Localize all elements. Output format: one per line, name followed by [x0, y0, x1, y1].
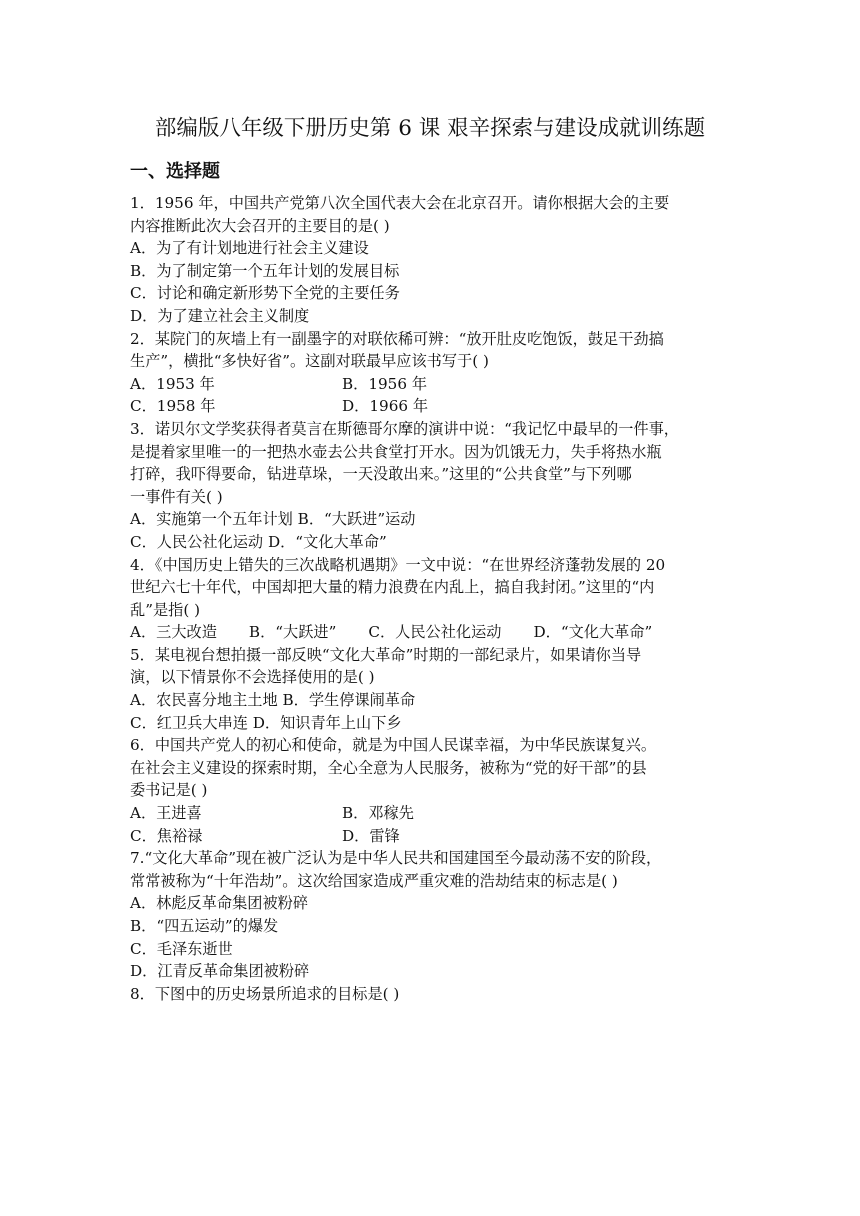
- question-4-line-1: 4．《中国历史上错失的三次战略机遇期》一文中说：“在世界经济蓬勃发展的 20: [130, 555, 666, 574]
- question-7-line-1: 7.“文化大革命”现在被广泛认为是中华人民共和国建国至今最动荡不安的阶段，: [130, 849, 662, 868]
- question-1-line-2: 内容推断此次大会召开的主要目的是( ): [130, 216, 390, 235]
- question-5-line-1: 5．某电视台想拍摄一部反映“文化大革命”时期的一部纪录片，如果请你当导: [130, 645, 642, 664]
- question-2-line-1: 2．某院门的灰墙上有一副墨字的对联依稀可辨：“放开肚皮吃饱饭，鼓足干劲搞: [130, 329, 664, 348]
- question-6-options-row-2: [130, 825, 730, 848]
- question-3-options-cd: C．人民公社化运动 D．“文化大革命”: [130, 532, 387, 551]
- question-7-option-d: D．江青反革命集团被粉碎: [130, 962, 310, 981]
- question-list: [130, 192, 730, 1005]
- question-1-option-d: D．为了建立社会主义制度: [130, 306, 310, 325]
- question-6-options-row-1: [130, 802, 730, 825]
- question-6-line-1: 6．中国共产党人的初心和使命，就是为中国人民谋幸福，为中华民族谋复兴。: [130, 736, 657, 755]
- question-4-option-a: A．三大改造: [130, 623, 217, 642]
- question-2-options-row-2: [130, 395, 730, 418]
- question-6-option-d: D．雷锋: [342, 826, 400, 845]
- question-2-option-d: D．1966 年: [342, 397, 429, 416]
- question-2-option-c: C．1958 年: [130, 397, 216, 416]
- question-6-option-b: B．邓稼先: [342, 804, 414, 823]
- question-1-line-1: 1．1956 年，中国共产党第八次全国代表大会在北京召开。请你根据大会的主要: [130, 194, 670, 212]
- question-3-options-ab: A．实施第一个五年计划 B．“大跃进”运动: [130, 510, 416, 529]
- question-3-line-4: 一事件有关( ): [130, 487, 223, 506]
- question-6-option-a: A．王进喜: [130, 804, 202, 823]
- question-4-option-d: D．“文化大革命”: [533, 623, 653, 642]
- question-6-option-c: C．焦裕禄: [130, 826, 203, 845]
- question-2-option-a: A．1953 年: [130, 374, 215, 393]
- question-8-line-1: 8．下图中的历史场景所追求的目标是( ): [130, 984, 400, 1003]
- question-7-option-a: A．林彪反革命集团被粉碎: [130, 894, 309, 913]
- question-7-line-2: 常常被称为“十年浩劫”。这次给国家造成严重灾难的浩劫结束的标志是( ): [130, 871, 618, 890]
- question-3-line-3: 打碎，我吓得要命，钻进草垛，一天没敢出来。”这里的“公共食堂”与下列哪: [130, 465, 632, 484]
- question-7-option-c: C．毛泽东逝世: [130, 939, 233, 958]
- question-5-line-2: 演，以下情景你不会选择使用的是( ): [130, 668, 375, 687]
- question-3-line-2: 是提着家里唯一的一把热水壶去公共食堂打开水。因为饥饿无力，失手将热水瓶: [130, 442, 662, 461]
- question-1-option-b: B．为了制定第一个五年计划的发展目标: [130, 261, 400, 280]
- section-heading: 一、选择题: [130, 161, 220, 182]
- question-5-options-cd: C．红卫兵大串连 D．知识青年上山下乡: [130, 713, 402, 732]
- page-title: 部编版八年级下册历史第 6 课 艰辛探索与建设成就训练题: [154, 116, 706, 141]
- question-2-option-b: B．1956 年: [342, 374, 428, 393]
- question-4-options: [130, 621, 730, 644]
- question-1-option-a: A．为了有计划地进行社会主义建设: [130, 239, 369, 258]
- question-4-line-3: 乱”是指( ): [130, 600, 201, 619]
- question-3-line-1: 3．诺贝尔文学奖获得者莫言在斯德哥尔摩的演讲中说：“我记忆中最早的一件事，: [130, 419, 679, 438]
- question-2-line-2: 生产”，横批“多快好省”。这副对联最早应该书写于( ): [130, 352, 489, 371]
- question-2-options-row-1: [130, 373, 730, 396]
- question-5-options-ab: A．农民喜分地主土地 B．学生停课闹革命: [130, 691, 416, 710]
- question-6-line-2: 在社会主义建设的探索时期，全心全意为人民服务，被称为“党的好干部”的县: [130, 758, 647, 777]
- question-4-option-b: B．“大跃进”: [248, 623, 337, 642]
- question-6-line-3: 委书记是( ): [130, 781, 208, 800]
- question-4-line-2: 世纪六七十年代，中国却把大量的精力浪费在内乱上，搞自我封闭。”这里的“内: [130, 578, 655, 597]
- question-4-option-c: C．人民公社化运动: [368, 623, 502, 642]
- question-1-option-c: C．讨论和确定新形势下全党的主要任务: [130, 284, 400, 303]
- question-7-option-b: B．“四五运动”的爆发: [130, 917, 279, 935]
